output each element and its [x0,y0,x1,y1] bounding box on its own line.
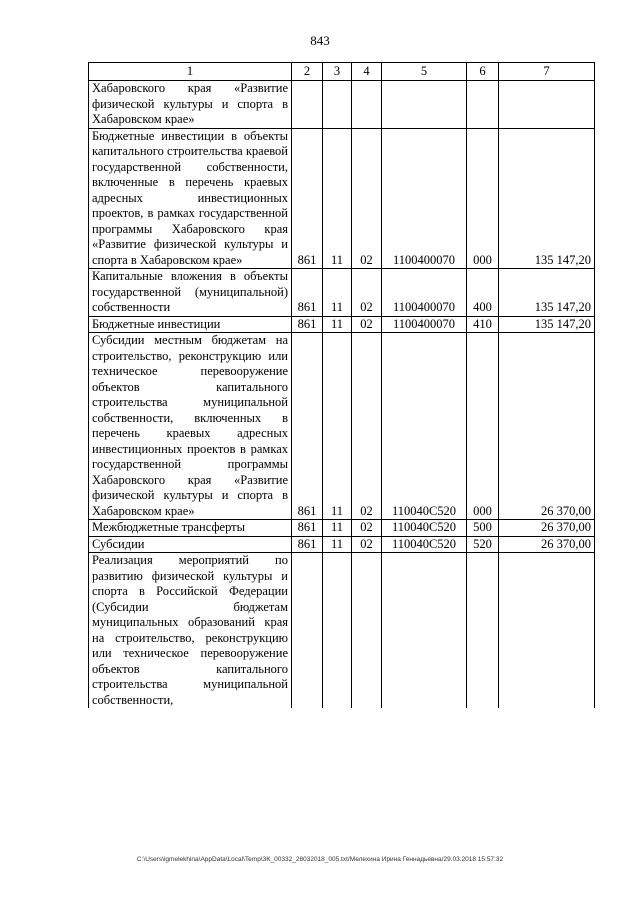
amount: 135 147,20 [499,128,595,269]
subsection-code: 02 [352,269,382,317]
expense-type-code [467,81,499,129]
expense-type-code: 520 [467,536,499,553]
column-number: 1 [89,63,292,81]
target-article-code: 1100400070 [382,269,467,317]
target-article-code: 110040С520 [382,520,467,537]
target-article-code: 110040С520 [382,333,467,520]
target-article-code [382,81,467,129]
amount: 135 147,20 [499,316,595,333]
page-number: 843 [310,33,330,48]
ministry-code: 861 [292,316,323,333]
table-row [89,269,595,317]
ministry-code: 861 [292,269,323,317]
amount [499,553,595,709]
table-row [89,81,595,129]
item-name: Реализация мероприятий по развитию физической культуры и спорта в Российской Федерации (Субсидии бюджетам муниципальных образований края на строительство, реконструкцию или техническое перевооружение объектов капитального строительства муниципальной собственности, [89,553,292,709]
section-code [323,553,352,709]
column-number: 4 [352,63,382,81]
subsection-code: 02 [352,316,382,333]
subsection-code: 02 [352,128,382,269]
item-name: Бюджетные инвестиции в объекты капитального строительства краевой государственной собственности, включенные в перечень краевых адресных инвестиционных проектов, в рамках государственной программы Хабаровского края «Развитие физической культуры и спорта в Хабаровском крае» [89,128,292,269]
subsection-code: 02 [352,536,382,553]
ministry-code: 861 [292,333,323,520]
section-code: 11 [323,520,352,537]
section-code: 11 [323,316,352,333]
expense-type-code: 400 [467,269,499,317]
item-name: Субсидии местным бюджетам на строительство, реконструкцию или техническое перевооружение объектов капитального строительства муниципальной собственности, включенных в перечень краевых адресных инвестиционных проектов в рамках государственной программы Хабаровского края «Развитие физической культуры и спорта в Хабаровском крае» [89,333,292,520]
ministry-code: 861 [292,520,323,537]
item-name: Субсидии [89,536,292,553]
table-row [89,553,595,709]
subsection-code [352,81,382,129]
item-name: Хабаровского края «Развитие физической культуры и спорта в Хабаровском крае» [89,81,292,129]
expense-type-code: 500 [467,520,499,537]
column-number: 5 [382,63,467,81]
item-name: Капитальные вложения в объекты государственной (муниципальной) собственности [89,269,292,317]
item-name: Межбюджетные трансферты [89,520,292,537]
section-code: 11 [323,333,352,520]
amount: 26 370,00 [499,520,595,537]
ministry-code: 861 [292,536,323,553]
table-row [89,316,595,333]
expense-type-code: 000 [467,333,499,520]
target-article-code: 110040С520 [382,536,467,553]
section-code: 11 [323,269,352,317]
amount [499,81,595,129]
subsection-code: 02 [352,520,382,537]
target-article-code [382,553,467,709]
ministry-code: 861 [292,128,323,269]
ministry-code [292,553,323,709]
subsection-code: 02 [352,333,382,520]
item-name: Бюджетные инвестиции [89,316,292,333]
table-row [89,128,595,269]
section-code: 11 [323,536,352,553]
table-row [89,520,595,537]
target-article-code: 1100400070 [382,128,467,269]
file-path-footer: C:\Users\igmelekhina\AppData\Local\Temp\3K_00332_28032018_005.txt/Мелехина Ирина Геннадьевна/29.03.2018 15:57:32 [136,856,504,863]
expense-type-code: 000 [467,128,499,269]
table-row [89,536,595,553]
expense-type-code: 410 [467,316,499,333]
column-number: 6 [467,63,499,81]
amount: 26 370,00 [499,333,595,520]
table-row [89,333,595,520]
column-number: 2 [292,63,323,81]
target-article-code: 1100400070 [382,316,467,333]
amount: 26 370,00 [499,536,595,553]
section-code [323,81,352,129]
subsection-code [352,553,382,709]
expense-type-code [467,553,499,709]
section-code: 11 [323,128,352,269]
column-number-row [89,63,595,81]
budget-table [88,62,595,708]
column-number: 3 [323,63,352,81]
ministry-code [292,81,323,129]
column-number: 7 [499,63,595,81]
amount: 135 147,20 [499,269,595,317]
